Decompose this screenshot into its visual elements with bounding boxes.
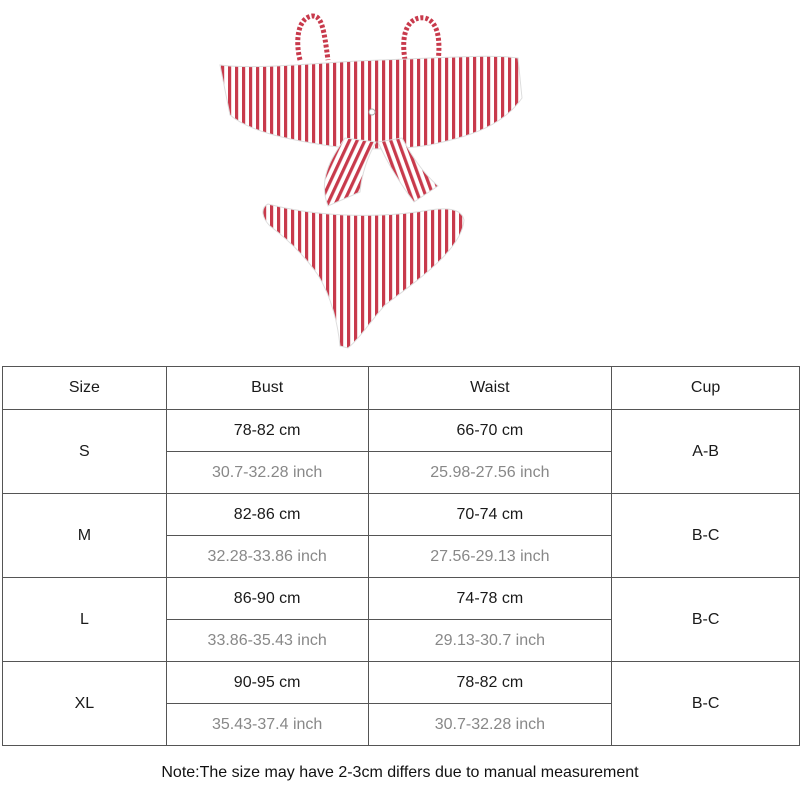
waist-inch-cell: 30.7-32.28 inch <box>368 704 612 746</box>
size-chart-table <box>2 366 800 746</box>
bust-cm-cell: 90-95 cm <box>166 662 368 704</box>
table-row-s-cm <box>3 410 800 452</box>
bikini-product-image <box>200 10 600 350</box>
size-cell: L <box>3 578 167 662</box>
size-note: Note:The size may have 2-3cm differs due to manual measurement <box>161 764 639 781</box>
bust-cm-cell: 78-82 cm <box>166 410 368 452</box>
bust-inch-cell: 35.43-37.4 inch <box>166 704 368 746</box>
table-row-m-cm <box>3 494 800 536</box>
cup-cell: A-B <box>612 410 800 494</box>
header-size: Size <box>3 367 167 410</box>
waist-cm-cell: 74-78 cm <box>368 578 612 620</box>
bust-cm-cell: 82-86 cm <box>166 494 368 536</box>
bikini-top <box>220 16 522 206</box>
waist-cm-cell: 78-82 cm <box>368 662 612 704</box>
table-row-l-cm <box>3 578 800 620</box>
table-row-xl-cm <box>3 662 800 704</box>
waist-cm-cell: 66-70 cm <box>368 410 612 452</box>
header-cup: Cup <box>612 367 800 410</box>
cup-cell: B-C <box>612 578 800 662</box>
bust-inch-cell: 33.86-35.43 inch <box>166 620 368 662</box>
cup-cell: B-C <box>612 662 800 746</box>
size-cell: M <box>3 494 167 578</box>
waist-inch-cell: 27.56-29.13 inch <box>368 536 612 578</box>
header-bust: Bust <box>166 367 368 410</box>
bikini-bottom <box>263 204 464 348</box>
header-waist: Waist <box>368 367 612 410</box>
bust-cm-cell: 86-90 cm <box>166 578 368 620</box>
waist-inch-cell: 25.98-27.56 inch <box>368 452 612 494</box>
size-cell: S <box>3 410 167 494</box>
table-header-row <box>3 367 800 410</box>
cup-cell: B-C <box>612 494 800 578</box>
waist-inch-cell: 29.13-30.7 inch <box>368 620 612 662</box>
bust-inch-cell: 30.7-32.28 inch <box>166 452 368 494</box>
size-cell: XL <box>3 662 167 746</box>
waist-cm-cell: 70-74 cm <box>368 494 612 536</box>
bust-inch-cell: 32.28-33.86 inch <box>166 536 368 578</box>
